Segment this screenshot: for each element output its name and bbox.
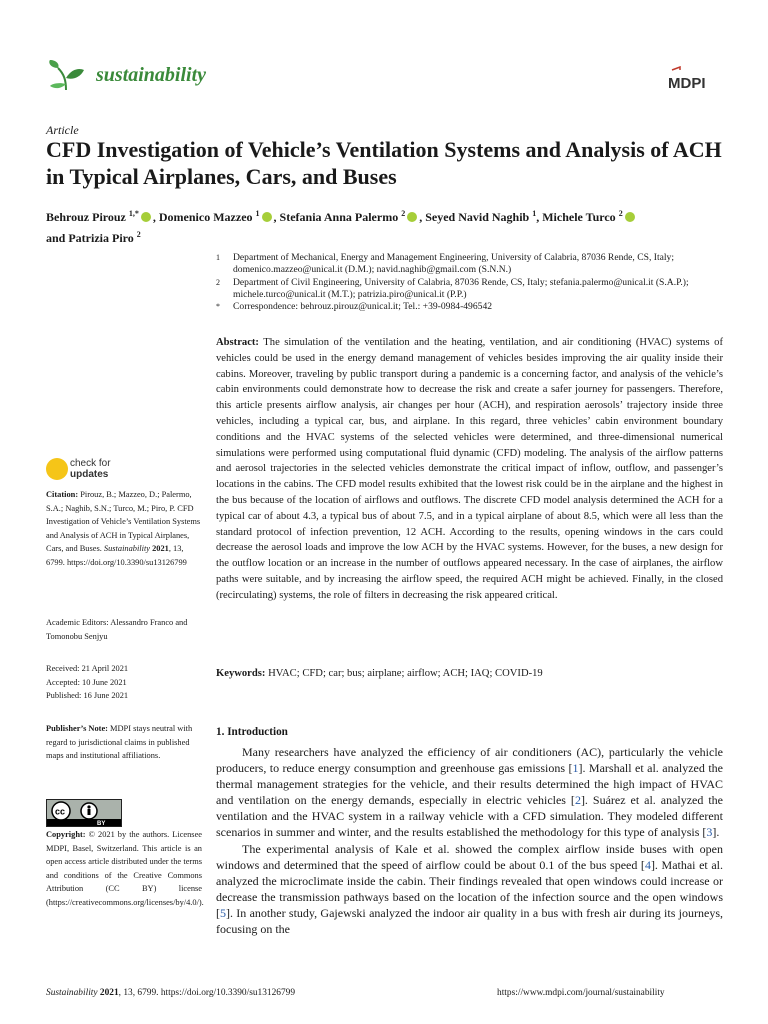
journal-name: sustainability [96,64,207,86]
affiliation-item: 2 Department of Civil Engineering, University of Calabria, 87036 Rende, CS, Italy; stefania.palermo@unical.it (S.A.P.); michele.turco@unical.it (M.T.); patrizia.piro@unical.it (P.P.) [216,276,689,300]
received-date: Received: 21 April 2021 [46,664,129,673]
correspondence: * Correspondence: behrouz.pirouz@unical.it; Tel.: +39-0984-496542 [216,301,493,313]
journal-logo-icon [46,58,86,92]
affiliation-item: 1 Department of Mechanical, Energy and Management Engineering, University of Calabria, 87036 Rende, CS, Italy; domenico.mazzeo@unical.it (D.M.); navid.naghib@gmail.com (S.N.N.) [216,252,675,276]
orcid-icon[interactable] [625,212,635,222]
by-label: BY [97,821,106,827]
publishers-note: Publisher’s Note: MDPI stays neutral with regard to jurisdictional claims in published maps and institutional affiliations. [46,724,193,760]
author: Michele Turco [542,210,616,224]
mdpi-logo-icon [666,66,720,94]
check-updates-icon [46,458,68,480]
copyright: Copyright: © 2021 by the authors. Licensee MDPI, Basel, Switzerland. This article is an open access article distributed under the terms and conditions of the Creative Commons Attribution (CC BY) license (https://creativecommons.org/licenses/by/4.0/). [46,830,204,907]
affiliations [216,252,726,313]
reference-link[interactable]: 4 [644,857,651,872]
keywords-label: Keywords: [216,668,266,679]
paragraph: The experimental analysis of Kale et al. showed the complex airflow inside buses with open windows and determined that the speed of airflow could be about 0.1 of the bus speed [4]. Mathai et al. analyzed the microclimate inside the cabin. Their findings revealed that open windows could increase or decrease the transmission pathways based on the location of the infection source and the open windows [5]. In another study, Gajewski analyzed the indoor air quality in a bus with fresh air during its journeys, focusing on the [216,841,724,937]
author: Domenico Mazzeo [158,210,253,224]
article-type: Article [46,123,79,137]
reference-link[interactable]: 3 [706,825,713,840]
abstract-label: Abstract: [216,337,259,348]
orcid-icon[interactable] [141,212,151,222]
cc-by-license-icon[interactable] [46,799,122,827]
abstract-text: The simulation of the ventilation and the heating, ventilation, and air conditioning (HVAC) systems of vehicles could be used in the energy demand management of vehicles besides improving the air quality inside their cabins. Moreover, traveling by public transport during a pandemic is a concerning factor, and analysis of the vehicle’s cabin environments could demonstrate how to decrease the risk and create a safer journey for passengers. Therefore, this article presents airflow analysis, air changes per hour (ACH), and respiration aerosols’ trajectory inside three vehicles, including a typical car, bus, and airplane. In this regard, three vehicles’ cabin environment boundary conditions and the HVAC systems of the selected vehicles were determined, and three-dimensional numerical simulations were performed using computational fluid dynamic (CFD) modeling. The analysis of the airflow patterns and aerosol trajectories in the selected vehicles demonstrate the critical impact of inflow, outflow, and passenger’s locations in the cabins. The CFD model results exhibited that the lowest risk could be in the airplane and the highest in the bus because of the location of airflows and outflows. The discrete CFD model analysis determined the ACH for a typical car of about 4.3, a typical bus of about 7.5, and in a typical airplane of about 8.5, which were all less than the standard protocol of infection prevention, 12 ACH. According to the results, opening windows in the cars could decrease the aerosol loads and improve the low ACH by the HVAC systems. However, for the buses, a new design for the outflow location or an increase in the number of outflows appeared necessary. In the case of airplanes, the airflow paths were suitable, and by increasing the airflow speed, the required ACH might be achieved. Finally, in the closed (recirculating) systems, the role of filters in decreasing the risk appeared critical. [216,337,723,601]
published-date: Published: 16 June 2021 [46,691,129,700]
keywords [216,666,723,681]
abstract [216,335,723,604]
author: Behrouz Pirouz [46,210,126,224]
keywords-text: HVAC; CFD; car; bus; airplane; airflow; ACH; IAQ; COVID-19 [268,668,543,679]
author: Seyed Navid Naghib [425,210,530,224]
orcid-icon[interactable] [407,212,417,222]
academic-editors: Academic Editors: Alessandro Franco and Tomonobu Senjyu [46,618,188,641]
author: Stefania Anna Palermo [279,210,399,224]
check-for-updates-badge[interactable]: check for updates [46,456,166,486]
page-title: CFD Investigation of Vehicle’s Ventilation Systems and Analysis of ACH in Typical Airplanes, Cars, and Buses [46,137,722,189]
cc-label: cc [55,806,66,817]
author: and Patrizia Piro [46,231,134,245]
reference-link[interactable]: 5 [220,905,226,920]
footer-citation: Sustainability 2021, 13, 6799. https://doi.org/10.3390/su13126799 [46,988,296,998]
footer-url[interactable]: https://www.mdpi.com/journal/sustainability [497,988,665,998]
dates [46,662,202,703]
reference-link[interactable]: 2 [574,793,581,808]
publisher-name: MDPI [668,75,706,92]
section-heading: 1. Introduction [216,726,288,738]
introduction-body [216,744,723,937]
author-list: Behrouz Pirouz $^{1,*}$ , Domenico Mazzeo $^1$ , Stefania Anna Palermo $^2$ , Seyed Navid Naghib $^1$, Michele Turco $^2$ and Patrizia Piro $^2$ [46,205,726,247]
paragraph: Many researchers have analyzed the efficiency of air conditioners (AC), particularly the vehicle producers, to reduce energy consumption and greenhouse gas emissions [1]. Marshall et al. analyzed the thermal management strategies for the vehicle, and their results determined the high impact of HVAC and ventilation on the energy demands, especially in electric vehicles [2]. Suárez et al. analyzed the ventilation and the HVAC system in a railway vehicle with a CFD simulation. They modeled different scenarios in summer and winter, and the results established the methodology for this type of analysis [3]. [216,745,724,840]
citation: Citation: Pirouz, B.; Mazzeo, D.; Palermo, S.A.; Naghib, S.N.; Turco, M.; Piro, P. CFD Investigation of Vehicle’s Ventilation Systems and Analysis of ACH in Typical Airplanes, Cars, and Buses. Sustainability 2021, 13, 6799. https://doi.org/10.3390/su13126799 [46,490,201,567]
orcid-icon[interactable] [262,212,272,222]
reference-link[interactable]: 1 [572,761,579,776]
accepted-date: Accepted: 10 June 2021 [46,677,127,687]
